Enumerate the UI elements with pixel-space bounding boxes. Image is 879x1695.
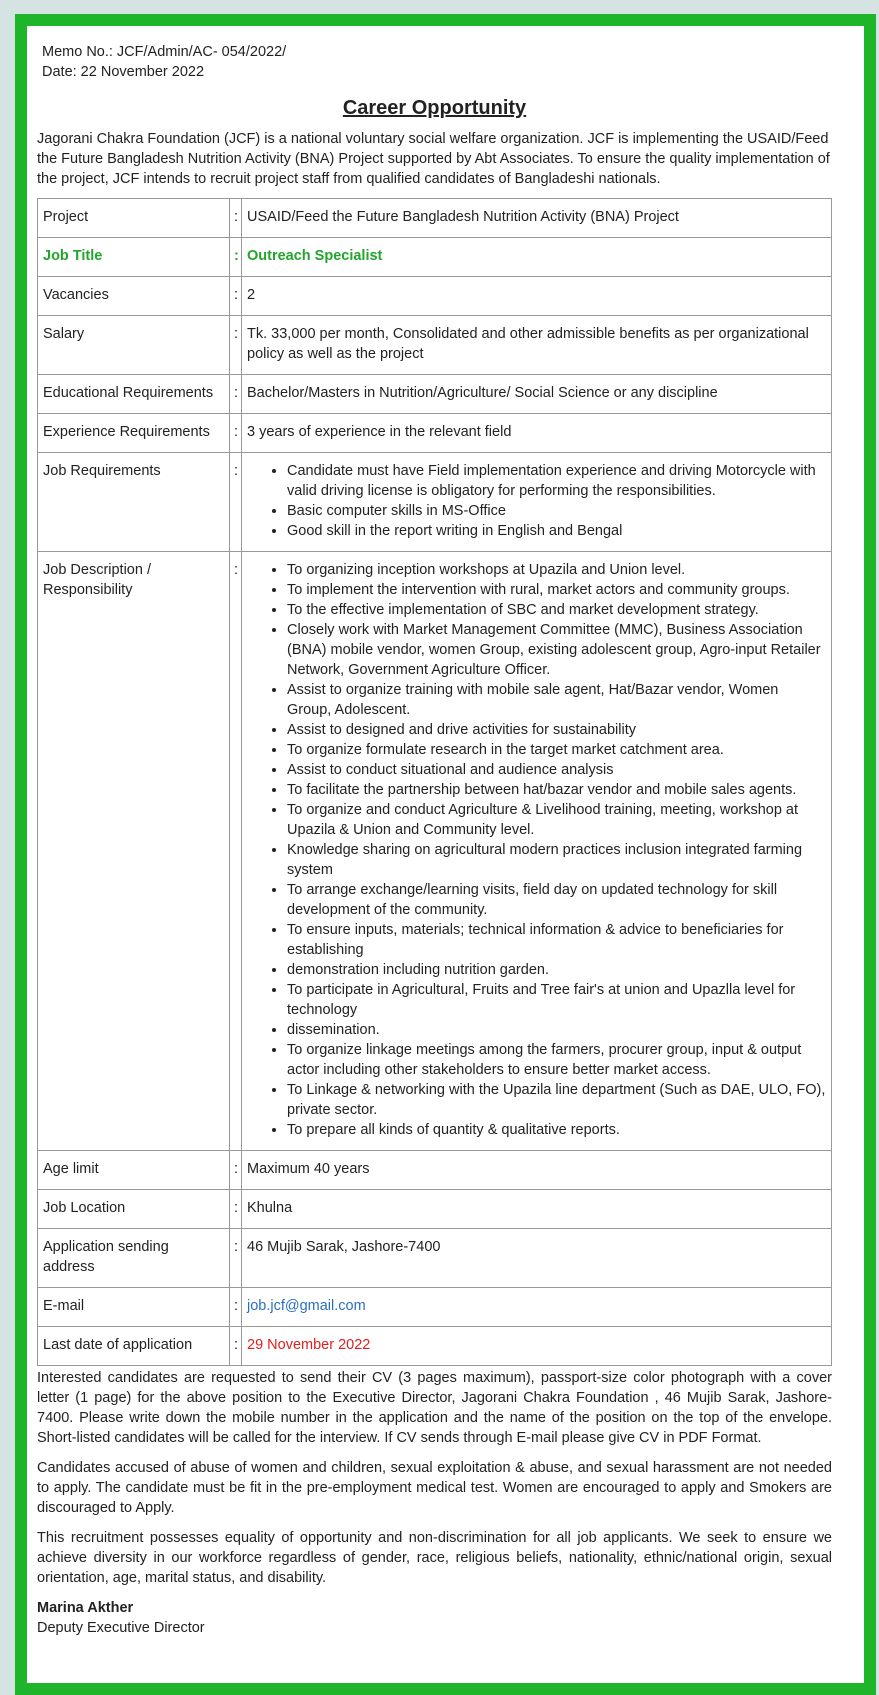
- list-item: • To participate in Agricultural, Fruits and Tree fair's at union and Upazlla level for technology: [287, 980, 826, 1020]
- separator: :: [230, 1327, 242, 1366]
- salary-label: Salary: [38, 316, 230, 375]
- table-row-project: [38, 199, 832, 238]
- list-item: • Good skill in the report writing in English and Bengal: [287, 521, 826, 541]
- list-item: • demonstration including nutrition garden.: [287, 960, 826, 980]
- table-row-job-title: [38, 238, 832, 277]
- signature-block: [37, 1598, 832, 1638]
- job-location-value: Khulna: [242, 1190, 832, 1229]
- age-limit-label: Age limit: [38, 1151, 230, 1190]
- separator: :: [230, 1288, 242, 1327]
- separator: :: [230, 277, 242, 316]
- job-title-label: Job Title: [38, 238, 230, 277]
- vacancies-label: Vacancies: [38, 277, 230, 316]
- education-value: Bachelor/Masters in Nutrition/Agriculture/ Social Science or any discipline: [242, 375, 832, 414]
- table-row-education: [38, 375, 832, 414]
- last-date-label: Last date of application: [38, 1327, 230, 1366]
- list-item: • To organize and conduct Agriculture & Livelihood training, meeting, workshop at Upazila & Union and Community level.: [287, 800, 826, 840]
- list-item: • Assist to designed and drive activities for sustainability: [287, 720, 826, 740]
- list-item: • To Linkage & networking with the Upazila line department (Such as DAE, ULO, FO), private sector.: [287, 1080, 826, 1120]
- list-item: • Assist to conduct situational and audience analysis: [287, 760, 826, 780]
- list-item: • To the effective implementation of SBC and market development strategy.: [287, 600, 826, 620]
- experience-value: 3 years of experience in the relevant field: [242, 414, 832, 453]
- email-cell: [242, 1288, 832, 1327]
- age-limit-value: Maximum 40 years: [242, 1151, 832, 1190]
- table-row-email: [38, 1288, 832, 1327]
- table-row-last-date: [38, 1327, 832, 1366]
- separator: :: [230, 1190, 242, 1229]
- education-label: Educational Requirements: [38, 375, 230, 414]
- email-label: E-mail: [38, 1288, 230, 1327]
- address-value: 46 Mujib Sarak, Jashore-7400: [242, 1229, 832, 1288]
- memo-number: Memo No.: JCF/Admin/AC- 054/2022/: [42, 44, 287, 60]
- notice-frame: [15, 14, 876, 1695]
- page-title: Career Opportunity: [342, 97, 527, 119]
- address-label: Application sending address: [38, 1229, 230, 1288]
- job-description-value: [242, 552, 832, 1151]
- memo-block: [37, 42, 832, 82]
- separator: :: [230, 1151, 242, 1190]
- signatory-name: Marina Akther: [37, 1600, 134, 1616]
- eligibility-notice: Candidates accused of abuse of women and children, sexual exploitation & abuse, and sexual harassment are not needed to apply. The candidate must be fit in the pre-employment medical test. Women are encouraged to apply and Smokers are discouraged to Apply.: [37, 1460, 832, 1516]
- notice-content: [37, 42, 832, 1638]
- separator: :: [230, 375, 242, 414]
- table-row-vacancies: [38, 277, 832, 316]
- equal-opportunity-statement: This recruitment possesses equality of opportunity and non-discrimination for all job applicants. We seek to ensure we achieve diversity in our workforce regardless of gender, race, religious beliefs, nationality, ethnic/national origin, sexual orientation, age, marital status, and disability.: [37, 1530, 832, 1586]
- table-row-job-location: [38, 1190, 832, 1229]
- salary-value: Tk. 33,000 per month, Consolidated and other admissible benefits as per organizational policy as well as the project: [242, 316, 832, 375]
- separator: :: [230, 414, 242, 453]
- list-item: • To organizing inception workshops at Upazila and Union level.: [287, 560, 826, 580]
- list-item: • Knowledge sharing on agricultural modern practices inclusion integrated farming system: [287, 840, 826, 880]
- list-item: • Closely work with Market Management Committee (MMC), Business Association (BNA) mobile vendor, women Group, existing adolescent group, Agro-input Retailer Network, Government Agriculture Officer.: [287, 620, 826, 680]
- list-item: • Basic computer skills in MS-Office: [287, 501, 826, 521]
- table-row-salary: [38, 316, 832, 375]
- list-item: • To ensure inputs, materials; technical information & advice to beneficiaries for establishing: [287, 920, 826, 960]
- list-item: • To arrange exchange/learning visits, field day on updated technology for skill development of the community.: [287, 880, 826, 920]
- intro-paragraph: Jagorani Chakra Foundation (JCF) is a national voluntary social welfare organization. JCF is implementing the USAID/Feed the Future Bangladesh Nutrition Activity (BNA) Project supported by Abt Associates. To ensure the quality implementation of the project, JCF intends to recruit project staff from qualified candidates of Bangladeshi nationals.: [37, 131, 830, 187]
- list-item: • To facilitate the partnership between hat/bazar vendor and mobile sales agents.: [287, 780, 826, 800]
- job-description-label: Job Description / Responsibility: [38, 552, 230, 1151]
- list-item: • To organize linkage meetings among the farmers, procurer group, input & output actor including other stakeholders to ensure better market access.: [287, 1040, 826, 1080]
- separator: :: [230, 552, 242, 1151]
- table-row-address: [38, 1229, 832, 1288]
- list-item: • To organize formulate research in the target market catchment area.: [287, 740, 826, 760]
- table-row-job-description: [38, 552, 832, 1151]
- list-item: • To prepare all kinds of quantity & qualitative reports.: [287, 1120, 826, 1140]
- job-title-value: Outreach Specialist: [242, 238, 832, 277]
- project-label: Project: [38, 199, 230, 238]
- table-row-age-limit: [38, 1151, 832, 1190]
- job-location-label: Job Location: [38, 1190, 230, 1229]
- job-requirements-value: [242, 453, 832, 552]
- job-details-table: [37, 198, 832, 1366]
- last-date-value: 29 November 2022: [242, 1327, 832, 1366]
- separator: :: [230, 238, 242, 277]
- separator: :: [230, 1229, 242, 1288]
- vacancies-value: 2: [242, 277, 832, 316]
- job-requirements-list: [247, 461, 826, 541]
- email-link[interactable]: job.jcf@gmail.com: [247, 1298, 366, 1314]
- table-row-job-requirements: [38, 453, 832, 552]
- list-item: • To implement the intervention with rural, market actors and community groups.: [287, 580, 826, 600]
- job-description-list: [247, 560, 826, 1140]
- separator: :: [230, 453, 242, 552]
- application-instructions: Interested candidates are requested to send their CV (3 pages maximum), passport-size color photograph with a cover letter (1 page) for the above position to the Executive Director, Jagorani Chakra Foundation , 46 Mujib Sarak, Jashore- 7400. Please write down the mobile number in the application and the name of the position on the top of the envelope. Short-listed candidates will be called for the interview. If CV sends through E-mail please give CV in PDF Format.: [37, 1370, 832, 1446]
- list-item: • dissemination.: [287, 1020, 826, 1040]
- separator: :: [230, 199, 242, 238]
- job-requirements-label: Job Requirements: [38, 453, 230, 552]
- separator: :: [230, 316, 242, 375]
- list-item: • Candidate must have Field implementation experience and driving Motorcycle with valid driving license is obligatory for performing the responsibilities.: [287, 461, 826, 501]
- list-item: • Assist to organize training with mobile sale agent, Hat/Bazar vendor, Women Group, Adolescent.: [287, 680, 826, 720]
- table-row-experience: [38, 414, 832, 453]
- experience-label: Experience Requirements: [38, 414, 230, 453]
- memo-date: Date: 22 November 2022: [42, 64, 205, 80]
- project-value: USAID/Feed the Future Bangladesh Nutrition Activity (BNA) Project: [242, 199, 832, 238]
- signatory-designation: Deputy Executive Director: [37, 1620, 205, 1636]
